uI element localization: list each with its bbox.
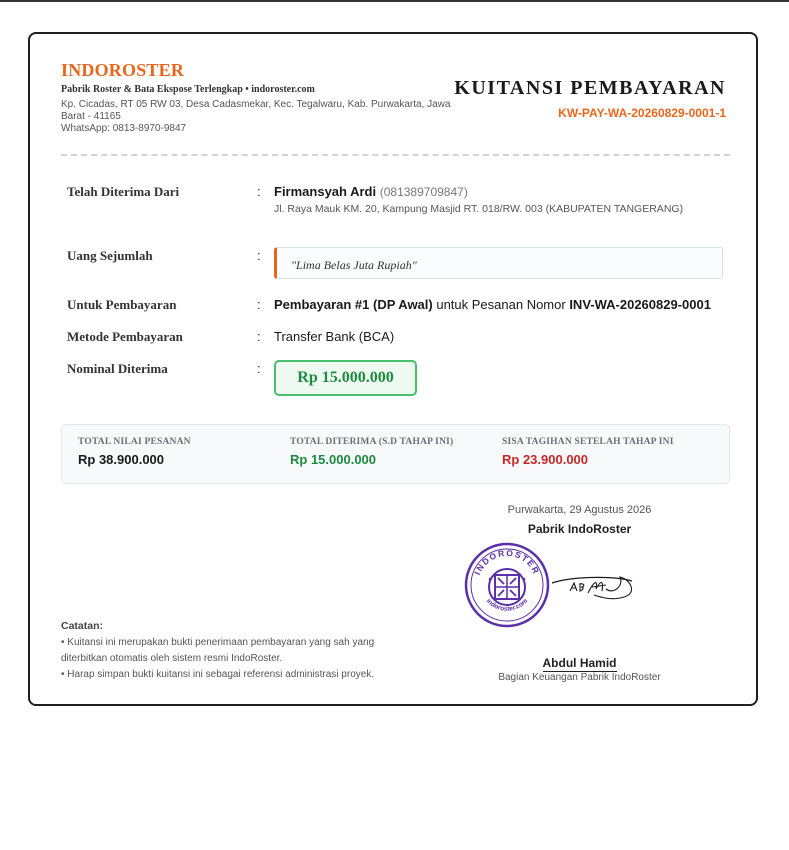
nominal-label: Nominal Diterima — [67, 361, 168, 376]
purpose-label: Untuk Pembayaran — [67, 297, 177, 312]
colon: : — [257, 329, 261, 344]
nominal-amount-badge: Rp 15.000.000 — [274, 360, 417, 396]
received-from-label: Telah Diterima Dari — [67, 184, 180, 199]
signer-name — [492, 656, 667, 670]
note-item: • Kuitansi ini merupakan bukti penerimaan pembayaran yang sah yang diterbitkan otomatis oleh sistem resmi IndoRoster. — [61, 637, 375, 664]
company-tagline: Pabrik Roster & Bata Ekspose Terlengkap • indoroster.com — [61, 84, 315, 95]
summary-total-order — [78, 437, 191, 467]
notes — [61, 620, 421, 683]
summary-total-received — [290, 437, 453, 467]
amount-words-box — [274, 247, 723, 279]
payment-summary — [61, 424, 730, 484]
total-received-value: Rp 15.000.000 — [290, 452, 377, 467]
colon: : — [257, 361, 261, 376]
purpose-text: untuk Pesanan Nomor — [432, 297, 570, 312]
payer-name: Firmansyah Ardi — [274, 184, 377, 199]
payment-method: Transfer Bank (BCA) — [274, 329, 395, 344]
signer-role: Bagian Keuangan Pabrik IndoRoster — [498, 672, 661, 683]
company-address — [61, 99, 461, 135]
document-number: KW-PAY-WA-20260829-0001-1 — [558, 106, 726, 120]
payer — [274, 184, 468, 199]
total-received-label: TOTAL DITERIMA (S.D TAHAP INI) — [290, 437, 454, 447]
company-stamp-icon — [464, 542, 550, 628]
company-name: INDOROSTER — [61, 60, 185, 80]
company-whatsapp: WhatsApp: 0813-8970-9847 — [61, 123, 187, 134]
amount-words-label: Uang Sejumlah — [67, 248, 153, 263]
total-order-value: Rp 38.900.000 — [78, 452, 165, 467]
stamp-bottom-text: indoroster.com — [484, 597, 530, 613]
notes-title: Catatan: — [61, 620, 104, 632]
method-label: Metode Pembayaran — [67, 329, 183, 344]
receipt-card — [28, 32, 758, 706]
purpose — [274, 297, 711, 312]
amount-words: "Lima Belas Juta Rupiah" — [291, 258, 417, 272]
header-divider — [61, 154, 730, 156]
signature-company: Pabrik IndoRoster — [527, 522, 632, 536]
payer-address: Jl. Raya Mauk KM. 20, Kampung Masjid RT. 018/RW. 003 (KABUPATEN TANGERANG) — [274, 203, 684, 215]
summary-remaining — [502, 437, 674, 467]
signer-name-text: Abdul Hamid — [542, 656, 617, 670]
purpose-payment: Pembayaran #1 (DP Awal) — [274, 297, 433, 312]
handwritten-signature — [550, 567, 642, 607]
colon: : — [257, 297, 261, 312]
colon: : — [257, 184, 261, 199]
note-item: • Harap simpan bukti kuitansi ini sebagai referensi administrasi proyek. — [61, 669, 375, 680]
stamp-top-text: INDOROSTER — [472, 547, 542, 577]
top-border — [0, 0, 789, 2]
document-title: KUITANSI PEMBAYARAN — [454, 77, 726, 99]
total-order-label: TOTAL NILAI PESANAN — [78, 437, 191, 447]
remaining-value: Rp 23.900.000 — [502, 452, 589, 467]
purpose-order-number: INV-WA-20260829-0001 — [569, 297, 711, 312]
colon: : — [257, 248, 261, 263]
payer-phone: (081389709847) — [379, 185, 468, 199]
place-date: Purwakarta, 29 Agustus 2026 — [507, 504, 652, 516]
remaining-label: SISA TAGIHAN SETELAH TAHAP INI — [502, 437, 674, 447]
company-address-line: Kp. Cicadas, RT 05 RW 03, Desa Cadasmekar, Kec. Tegalwaru, Kab. Purwakarta, Jawa Barat - 41165 — [61, 99, 451, 122]
